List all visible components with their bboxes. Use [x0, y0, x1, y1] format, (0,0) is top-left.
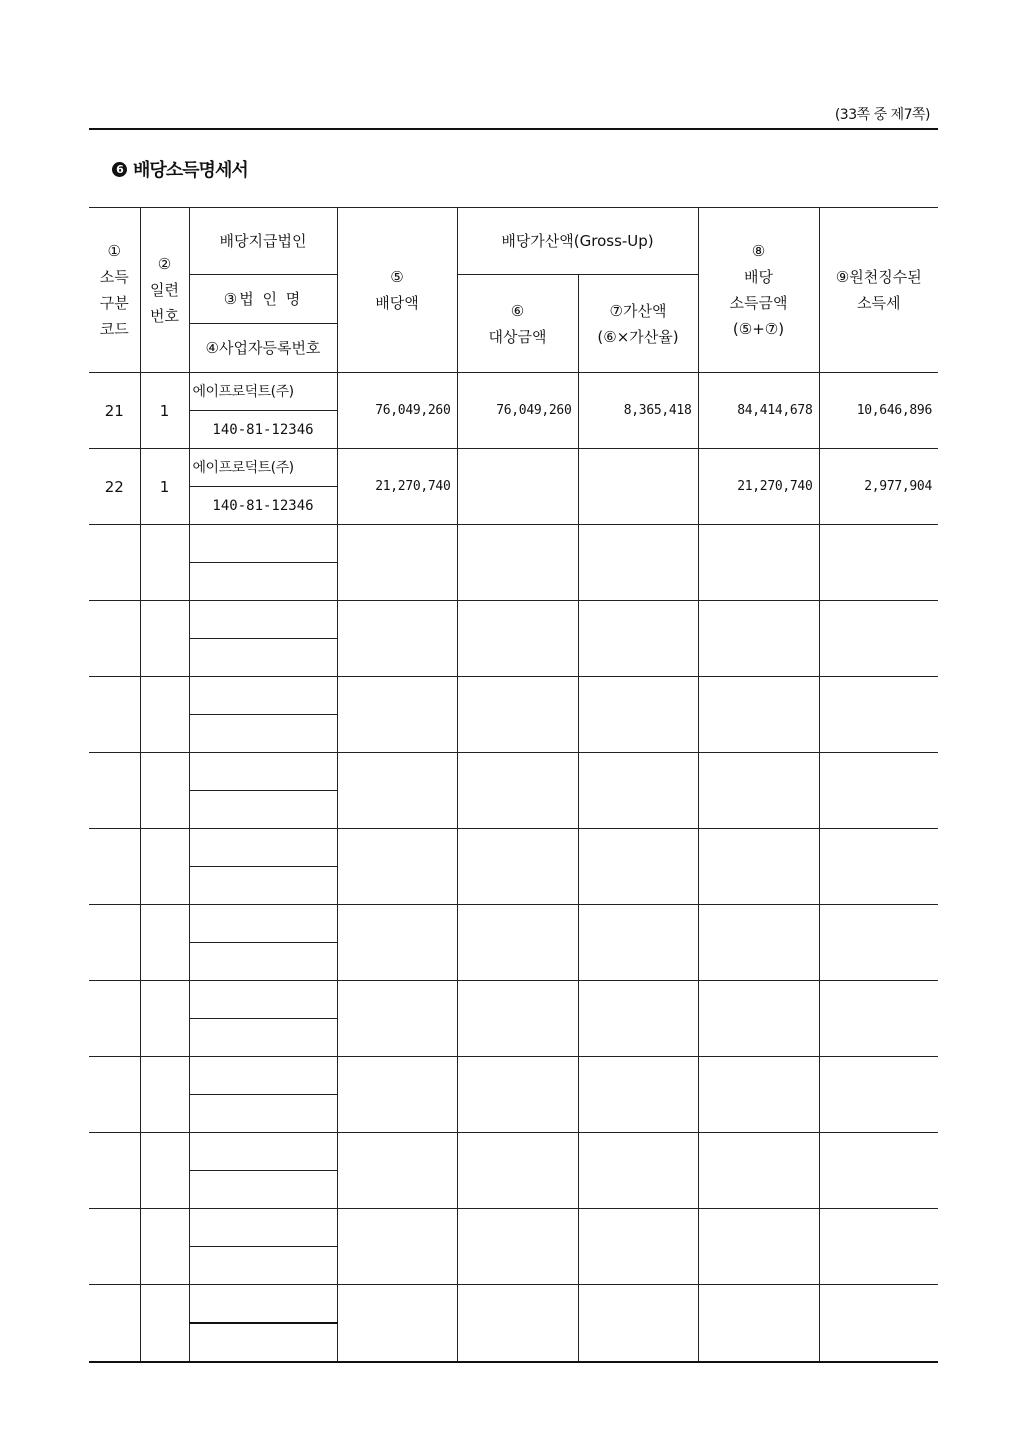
addition-amount-cell [578, 753, 698, 829]
target-amount-cell [457, 905, 578, 981]
target-amount-cell [457, 981, 578, 1057]
table-row [89, 981, 938, 1019]
corp-name-cell [189, 1133, 337, 1171]
biz-reg-no-cell [189, 1247, 337, 1285]
addition-amount-cell [578, 677, 698, 753]
target-amount-cell [457, 449, 578, 525]
target-amount-cell [457, 1133, 578, 1209]
corp-name-cell [189, 1285, 337, 1324]
corp-name-cell [189, 981, 337, 1019]
section-title [112, 156, 248, 182]
biz-reg-no-cell [189, 639, 337, 677]
table-row [89, 373, 938, 411]
table-row [89, 1285, 938, 1324]
dividend-cell [337, 905, 457, 981]
income-amount-cell [698, 905, 819, 981]
withheld-tax-cell [819, 525, 938, 601]
header-dividend: ⑤ 배당액 [337, 208, 457, 373]
income-amount-cell [698, 1209, 819, 1285]
income-amount-cell [698, 1285, 819, 1363]
withheld-tax-cell [819, 829, 938, 905]
income-amount-cell [698, 1133, 819, 1209]
target-amount-cell [457, 1285, 578, 1363]
serial-number-cell [140, 753, 189, 829]
corp-name-cell [189, 753, 337, 791]
table-row [89, 905, 938, 943]
target-amount-cell [457, 601, 578, 677]
income-code-cell: 22 [89, 449, 140, 525]
income-code-cell [89, 1285, 140, 1363]
serial-number-cell [140, 1057, 189, 1133]
header-payer-corp: 배당지급법인 [189, 208, 337, 275]
header-withheld-tax: ⑨원천징수된 소득세 [819, 208, 938, 373]
addition-amount-cell: 8,365,418 [578, 373, 698, 449]
withheld-tax-cell [819, 981, 938, 1057]
table-row [89, 525, 938, 563]
serial-number-cell [140, 1133, 189, 1209]
withheld-tax-cell [819, 753, 938, 829]
addition-amount-cell [578, 905, 698, 981]
corp-name-cell [189, 1057, 337, 1095]
target-amount-cell [457, 1209, 578, 1285]
withheld-tax-cell [819, 1057, 938, 1133]
addition-amount-cell [578, 1133, 698, 1209]
page-indicator: (33쪽 중 제7쪽) [834, 107, 930, 123]
biz-reg-no-cell [189, 563, 337, 601]
corp-name-cell [189, 905, 337, 943]
withheld-tax-cell [819, 601, 938, 677]
target-amount-cell [457, 1057, 578, 1133]
header-grossup: 배당가산액(Gross-Up) [457, 208, 698, 275]
dividend-cell [337, 829, 457, 905]
biz-reg-no-cell [189, 1171, 337, 1209]
target-amount-cell [457, 677, 578, 753]
biz-reg-no-cell: 140-81-12346 [189, 487, 337, 525]
withheld-tax-cell: 10,646,896 [819, 373, 938, 449]
withheld-tax-cell [819, 905, 938, 981]
dividend-cell [337, 753, 457, 829]
table-row [89, 829, 938, 867]
income-code-cell [89, 1057, 140, 1133]
addition-amount-cell [578, 981, 698, 1057]
income-amount-cell [698, 525, 819, 601]
serial-number-cell: 1 [140, 373, 189, 449]
target-amount-cell [457, 829, 578, 905]
dividend-cell [337, 601, 457, 677]
income-code-cell: 21 [89, 373, 140, 449]
header-corp-name: ③법 인 명 [189, 275, 337, 324]
addition-amount-cell [578, 1285, 698, 1363]
table-row [89, 1057, 938, 1095]
dividend-cell [337, 525, 457, 601]
income-amount-cell [698, 601, 819, 677]
serial-number-cell [140, 601, 189, 677]
corp-name-cell [189, 829, 337, 867]
header-biz-reg-no: ④사업자등록번호 [189, 324, 337, 373]
dividend-cell [337, 677, 457, 753]
biz-reg-no-cell [189, 1095, 337, 1133]
income-amount-cell [698, 753, 819, 829]
header-target-amount: ⑥ 대상금액 [457, 275, 578, 373]
withheld-tax-cell [819, 677, 938, 753]
table-row [89, 1133, 938, 1171]
dividend-cell: 76,049,260 [337, 373, 457, 449]
income-code-cell [89, 525, 140, 601]
header-addition-amount: ⑦가산액 (⑥×가산율) [578, 275, 698, 373]
income-amount-cell [698, 677, 819, 753]
header-income-code: ① 소득 구분 코드 [89, 208, 140, 373]
corp-name-cell: 에이프로덕트(주) [189, 449, 337, 487]
withheld-tax-cell [819, 1133, 938, 1209]
serial-number-cell [140, 677, 189, 753]
income-code-cell [89, 1209, 140, 1285]
dividend-cell [337, 1285, 457, 1363]
addition-amount-cell [578, 829, 698, 905]
biz-reg-no-cell [189, 1323, 337, 1362]
dividend-cell [337, 1209, 457, 1285]
income-code-cell [89, 753, 140, 829]
income-amount-cell [698, 829, 819, 905]
dividend-cell [337, 981, 457, 1057]
withheld-tax-cell [819, 1209, 938, 1285]
corp-name-cell [189, 525, 337, 563]
table-row [89, 449, 938, 487]
biz-reg-no-cell [189, 715, 337, 753]
income-amount-cell: 84,414,678 [698, 373, 819, 449]
numbered-bullet-icon: 6 [112, 162, 127, 177]
dividend-income-table [89, 207, 938, 1363]
table-row [89, 753, 938, 791]
income-amount-cell: 21,270,740 [698, 449, 819, 525]
addition-amount-cell [578, 601, 698, 677]
target-amount-cell [457, 525, 578, 601]
addition-amount-cell [578, 525, 698, 601]
withheld-tax-cell [819, 1285, 938, 1363]
biz-reg-no-cell [189, 867, 337, 905]
header-income-amount: ⑧ 배당 소득금액 (⑤+⑦) [698, 208, 819, 373]
table-row [89, 1209, 938, 1247]
biz-reg-no-cell [189, 1019, 337, 1057]
serial-number-cell [140, 1209, 189, 1285]
dividend-cell [337, 1057, 457, 1133]
income-code-cell [89, 905, 140, 981]
income-amount-cell [698, 981, 819, 1057]
serial-number-cell [140, 525, 189, 601]
serial-number-cell [140, 905, 189, 981]
serial-number-cell [140, 981, 189, 1057]
table-row [89, 601, 938, 639]
income-amount-cell [698, 1057, 819, 1133]
section-title-text: 배당소득명세서 [133, 160, 248, 181]
biz-reg-no-cell: 140-81-12346 [189, 411, 337, 449]
biz-reg-no-cell [189, 943, 337, 981]
serial-number-cell [140, 829, 189, 905]
addition-amount-cell [578, 449, 698, 525]
income-code-cell [89, 829, 140, 905]
withheld-tax-cell: 2,977,904 [819, 449, 938, 525]
dividend-cell: 21,270,740 [337, 449, 457, 525]
corp-name-cell [189, 601, 337, 639]
income-code-cell [89, 601, 140, 677]
corp-name-cell: 에이프로덕트(주) [189, 373, 337, 411]
addition-amount-cell [578, 1209, 698, 1285]
serial-number-cell: 1 [140, 449, 189, 525]
serial-number-cell [140, 1285, 189, 1363]
target-amount-cell [457, 753, 578, 829]
top-rule [89, 128, 938, 130]
income-code-cell [89, 677, 140, 753]
dividend-cell [337, 1133, 457, 1209]
header-serial-number: ② 일련 번호 [140, 208, 189, 373]
addition-amount-cell [578, 1057, 698, 1133]
income-code-cell [89, 1133, 140, 1209]
corp-name-cell [189, 677, 337, 715]
corp-name-cell [189, 1209, 337, 1247]
table-row [89, 677, 938, 715]
target-amount-cell: 76,049,260 [457, 373, 578, 449]
biz-reg-no-cell [189, 791, 337, 829]
income-code-cell [89, 981, 140, 1057]
